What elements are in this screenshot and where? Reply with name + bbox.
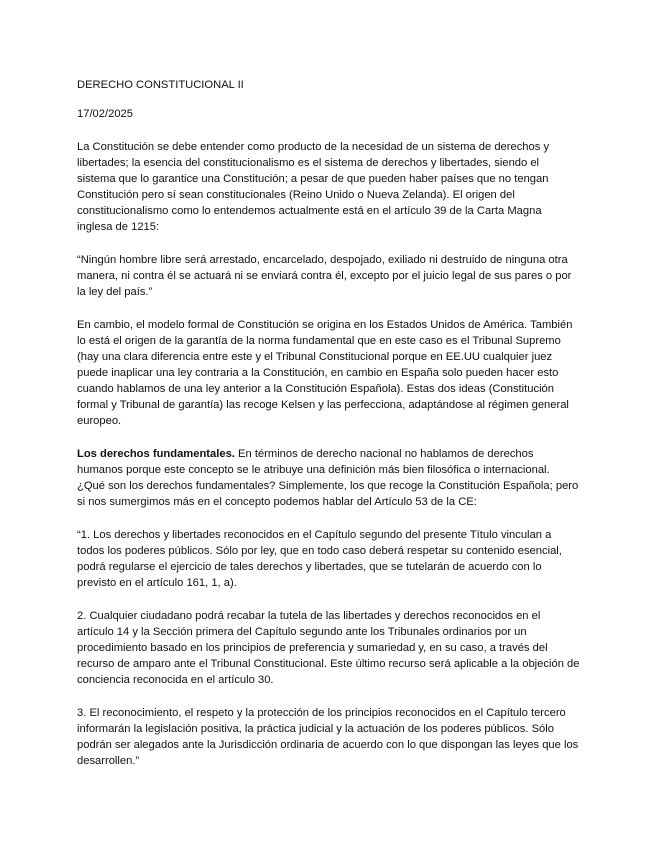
- article-53-paragraph-3: 3. El reconocimiento, el respeto y la protección de los principios reconocidos en el Capítulo tercero informarán la legislación positiva, la práctica judicial y la actuación de los poderes públicos. Sólo podrán ser alegados ante la Jurisdicción ordinaria de acuerdo con lo que dispongan las leyes que los desarrollen.”: [77, 707, 579, 767]
- article-53-paragraph-2: 2. Cualquier ciudadano podrá recabar la tutela de las libertades y derechos reconocidos en el artículo 14 y la Sección primera del Capítulo segundo ante los Tribunales ordinarios por un procedimiento basado en los principios de preferencia y sumariedad y, en su caso, a través del recurso de amparo ante el Tribunal Constitucional. Este último recurso será aplicable a la objeción de conciencia reconocida en el artículo 30.: [77, 610, 580, 686]
- paragraph-intro: La Constitución se debe entender como producto de la necesidad de un sistema de derechos y libertades; la esencia del constitucionalismo es el sistema de derechos y libertades, siendo el sistema que lo garantice una Constitución; a pesar de que pueden haber países que no tengan Constitución pero sí sean constitucionales (Reino Unido o Nueva Zelanda). El origen del constitucionalismo como lo entendemos actualmente está en el artículo 39 de la Carta Magna inglesa de 1215:: [77, 141, 550, 233]
- quote-magna-carta: “Ningún hombre libre será arrestado, encarcelado, despojado, exiliado ni destruido de ninguna otra manera, ni contra él se actuará ni se enviará contra él, excepto por el juicio legal de sus pares o por la ley del país.”: [77, 254, 572, 298]
- section-heading-fundamental-rights: Los derechos fundamentales.: [77, 448, 235, 460]
- document-date: 17/02/2025: [77, 108, 133, 120]
- document-title: DERECHO CONSTITUCIONAL II: [77, 79, 244, 91]
- article-53-paragraph-1: “1. Los derechos y libertades reconocidos en el Capítulo segundo del presente Título vinculan a todos los poderes públicos. Sólo por ley, que en todo caso deberá respetar su contenido esencial, podrá regularse el ejercicio de tales derechos y libertades, que se tutelarán de acuerdo con lo previsto en el artículo 161, 1, a).: [77, 529, 562, 589]
- document-body: [77, 77, 580, 785]
- paragraph-fundamental-rights: [77, 446, 580, 510]
- fundamental-rights-text: En términos de derecho nacional no hablamos de derechos humanos porque este concepto se le atribuye una definición más bien filosófica o internacional. ¿Qué son los derechos fundamentales? Simplemente, los que recoge la Constitución Española; pero si nos sumergimos más en el concepto podemos hablar del Artículo 53 de la CE:: [77, 448, 579, 508]
- paragraph-formal-model: En cambio, el modelo formal de Constitución se origina en los Estados Unidos de América. También lo está el origen de la garantía de la norma fundamental que en este caso es el Tribunal Supremo (hay una clara diferencia entre este y el Tribunal Constitucional porque en EE.UU cualquier juez puede inaplicar una ley contraria a la Constitución, en cambio en España solo pueden hacer esto cuando hablamos de una ley anterior a la Constitución Española). Estas dos ideas (Constitución formal y Tribunal de garantía) las recoge Kelsen y las perfecciona, adaptándose al régimen general europeo.: [77, 319, 573, 427]
